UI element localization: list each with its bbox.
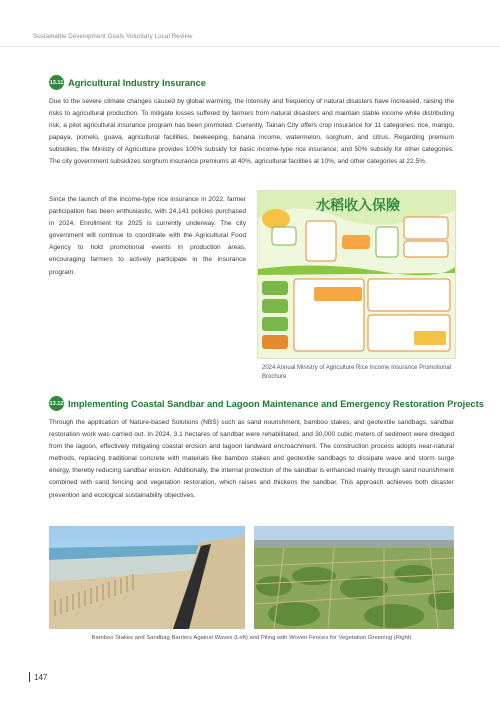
section-paragraph: Since the launch of the income-type rice insurance in 2022, farmer participation has been enthusiastic, with 24,141 policies purchased in 2024. Enrollment for 2025 is currently underway. The city government will continue to coordinate with the Agricultural Food Agency to hold promotional events in production areas, encouraging farmers to actively participate in the insurance program. (49, 196, 246, 276)
section-number-badge: 13.12 (49, 396, 64, 411)
photos-caption: Bamboo Stakes and Sandbag Barriers Against Waves (Left) and Piling with Woven Fences for Vegetation Greening (Right) (91, 635, 412, 641)
brochure-title: 水稻收入保險 (316, 198, 400, 214)
document-header: Sustainable Development Goals Voluntary Local Review (33, 33, 193, 40)
section-paragraph: Through the application of Nature-based Solutions (NBS) such as sand nourishment, bamboo stakes, and geotextile sandbags, sandbar restoration work was carried out. In 2024, 3.1 hectares of sandbar were rehabilitated, and 30,000 cubic meters of sediment were dredged from the lagoon, effectively mitigating coastal erosion and lagoon landward encroachment. The construction process adopts near-natural methods, replacing traditional concrete with materials like bamboo stakes and geotextile sandbags to dissipate wave and storm surge energy, thereby reducing sandbar erosion. Additionally, the internal protection of the sandbar is enhanced mainly through sand nourishment combined with sand fencing and vegetation restoration, which raises and thickens the sandbar. This approach achieves both disaster prevention and ecological sustainability objectives. (49, 419, 454, 499)
section-title: Agricultural Industry Insurance (68, 77, 206, 88)
section-heading-13-12 (49, 396, 484, 411)
brochure-image (257, 190, 456, 359)
section-heading-13-11 (49, 75, 206, 90)
section-paragraph: Due to the severe climate changes caused by global warming, the intensity and frequency of natural disasters have increased, raising the risks to agricultural production. To mitigate losses suffered by farmers from natural disasters and maintain stable income while distributing risk, a pilot agricultural insurance program has been promoted. Currently, Tainan City offers crop insurance for 11 categories: rice, mango, papaya, pomelo, guava, agricultural facilities, beekeeping, banana income, watermelon, sorghum, and citrus. Regarding premium subsidies, the Ministry of Agriculture provides 100% subsidy for basic income-type rice insurance, and 50% subsidy for other categories. The city government subsidizes sorghum insurance premiums at 40%, agricultural facilities at 10%, and other categories at 22.5%. (49, 98, 454, 166)
section-title: Implementing Coastal Sandbar and Lagoon Maintenance and Emergency Restoration Projects (68, 398, 484, 409)
woven-fence-vegetation-photo (254, 526, 454, 629)
page-number-text: 147 (34, 672, 48, 682)
bamboo-stakes-photo (49, 526, 245, 629)
page-number-bar (29, 672, 30, 682)
brochure-illustration (258, 191, 455, 358)
header-divider (0, 46, 500, 47)
section-number-badge: 13.11 (49, 75, 64, 90)
page-number (29, 672, 47, 682)
brochure-caption: 2024 Annual Ministry of Agriculture Rice Income Insurance Promotional Brochure (262, 365, 452, 381)
